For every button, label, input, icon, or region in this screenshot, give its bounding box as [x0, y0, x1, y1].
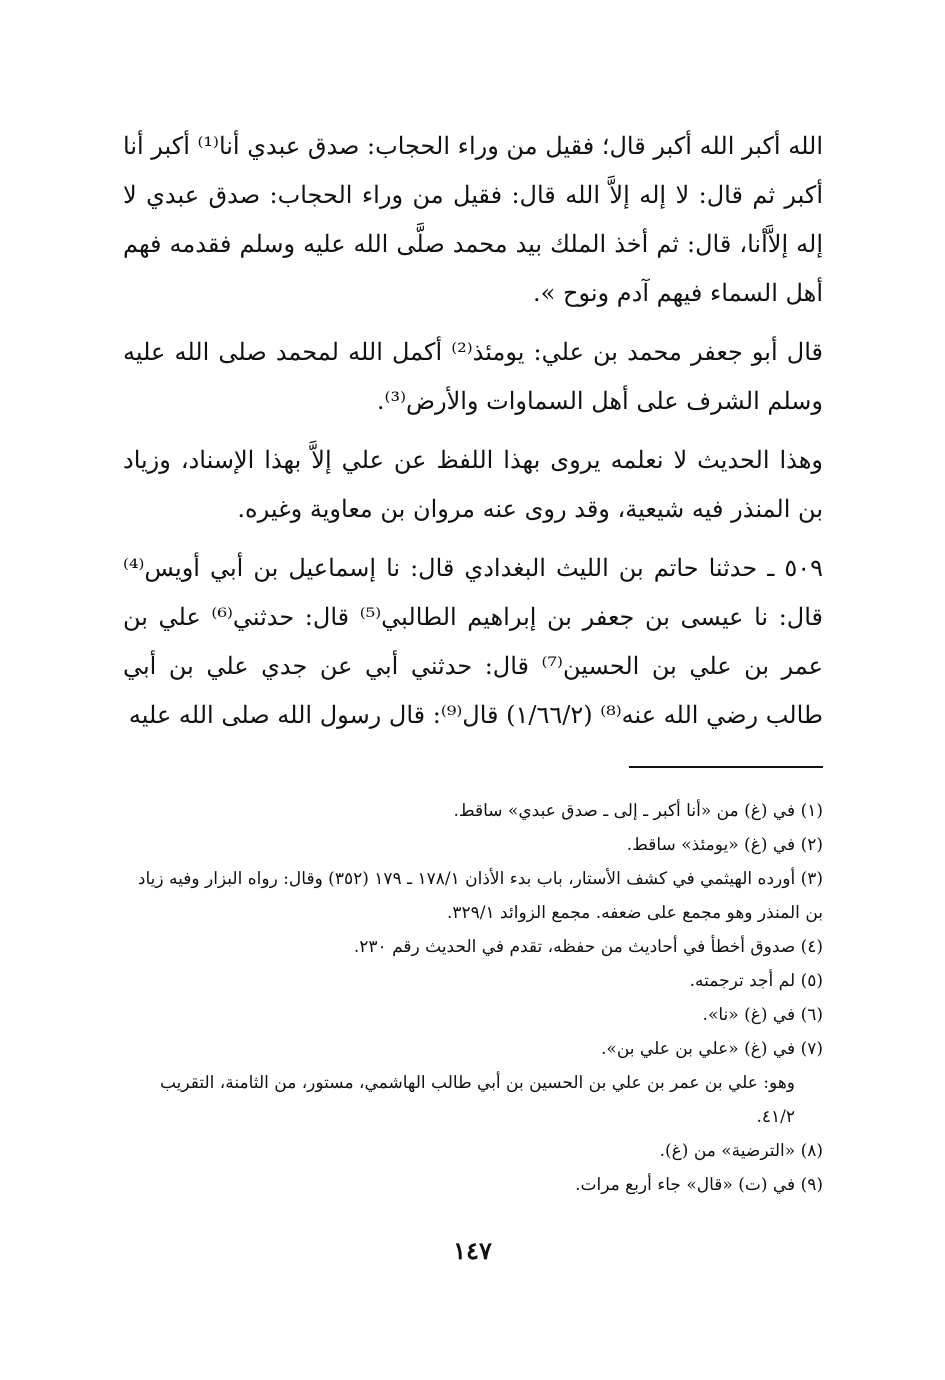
footnotes	[123, 794, 823, 1202]
paragraph-2: قال أبو جعفر محمد بن علي: يومئذ⁽²⁾ أكمل الله لمحمد صلى الله عليه وسلم الشرف على أهل السماوات والأرض⁽³⁾.	[123, 338, 823, 415]
footnote-5: (٥) لم أجد ترجمته.	[689, 971, 823, 991]
footnote-1: (١) في (غ) من «أنا أكبر ـ إلى ـ صدق عبدي» ساقط.	[453, 801, 823, 821]
footnote-2: (٢) في (غ) «يومئذ» ساقط.	[626, 835, 823, 855]
footnote-9: (٩) في (ت) «قال» جاء أربع مرات.	[575, 1175, 823, 1195]
footnote-separator	[629, 766, 823, 768]
footnote-4: (٤) صدوق أخطأ في أحاديث من حفظه، تقدم في الحديث رقم ٢٣٠.	[353, 937, 823, 957]
page-number: ١٤٧	[453, 1236, 492, 1265]
footnote-6: (٦) في (غ) «نا».	[702, 1005, 823, 1025]
footnote-7: (٧) في (غ) «علي بن علي بن».	[601, 1039, 823, 1059]
main-text	[123, 122, 823, 750]
footnote-8: (٨) «الترضية» من (غ).	[659, 1141, 823, 1161]
paragraph-1: الله أكبر الله أكبر قال؛ فقيل من وراء الحجاب: صدق عبدي أنا⁽¹⁾ أكبر أنا أكبر ثم قال: لا إله إلاَّ الله قال: فقيل من وراء الحجاب: صدق عبدي لا إله إلاَّأنا، قال: ثم أخذ الملك بيد محمد صلَّى الله عليه وسلم فقدمه فهم أهل السماء فيهم آدم ونوح ».	[123, 132, 824, 307]
footnote-7-continuation: وهو: علي بن عمر بن علي بن الحسين بن أبي طالب الهاشمي، مستور، من الثامنة، التقريب ٤١/٢.	[159, 1073, 795, 1127]
paragraph-3: وهذا الحديث لا نعلمه يروى بهذا اللفظ عن علي إلاَّ بهذا الإسناد، وزياد بن المنذر فيه شيعية، وقد روى عنه مروان بن معاوية وغيره.	[123, 446, 823, 523]
footnote-3: (٣) أورده الهيثمي في كشف الأستار، باب بدء الأذان ١٧٨/١ ـ ١٧٩ (٣٥٢) وقال: رواه البزار وفيه زياد بن المنذر وهو مجمع على ضعفه. مجمع الزوائد ٣٢٩/١.	[137, 869, 823, 923]
paragraph-4: ٥٠٩ ـ حدثنا حاتم بن الليث البغدادي قال: نا إسماعيل بن أبي أويس⁽⁴⁾ قال: نا عيسى بن جعفر بن إبراهيم الطالبي⁽⁵⁾ قال: حدثني⁽⁶⁾ علي بن عمر بن علي بن الحسين⁽⁷⁾ قال: حدثني أبي عن جدي علي بن أبي طالب رضي الله عنه⁽⁸⁾ (١/٦٦/٢) قال⁽⁹⁾: قال رسول الله صلى الله عليه	[123, 554, 824, 729]
